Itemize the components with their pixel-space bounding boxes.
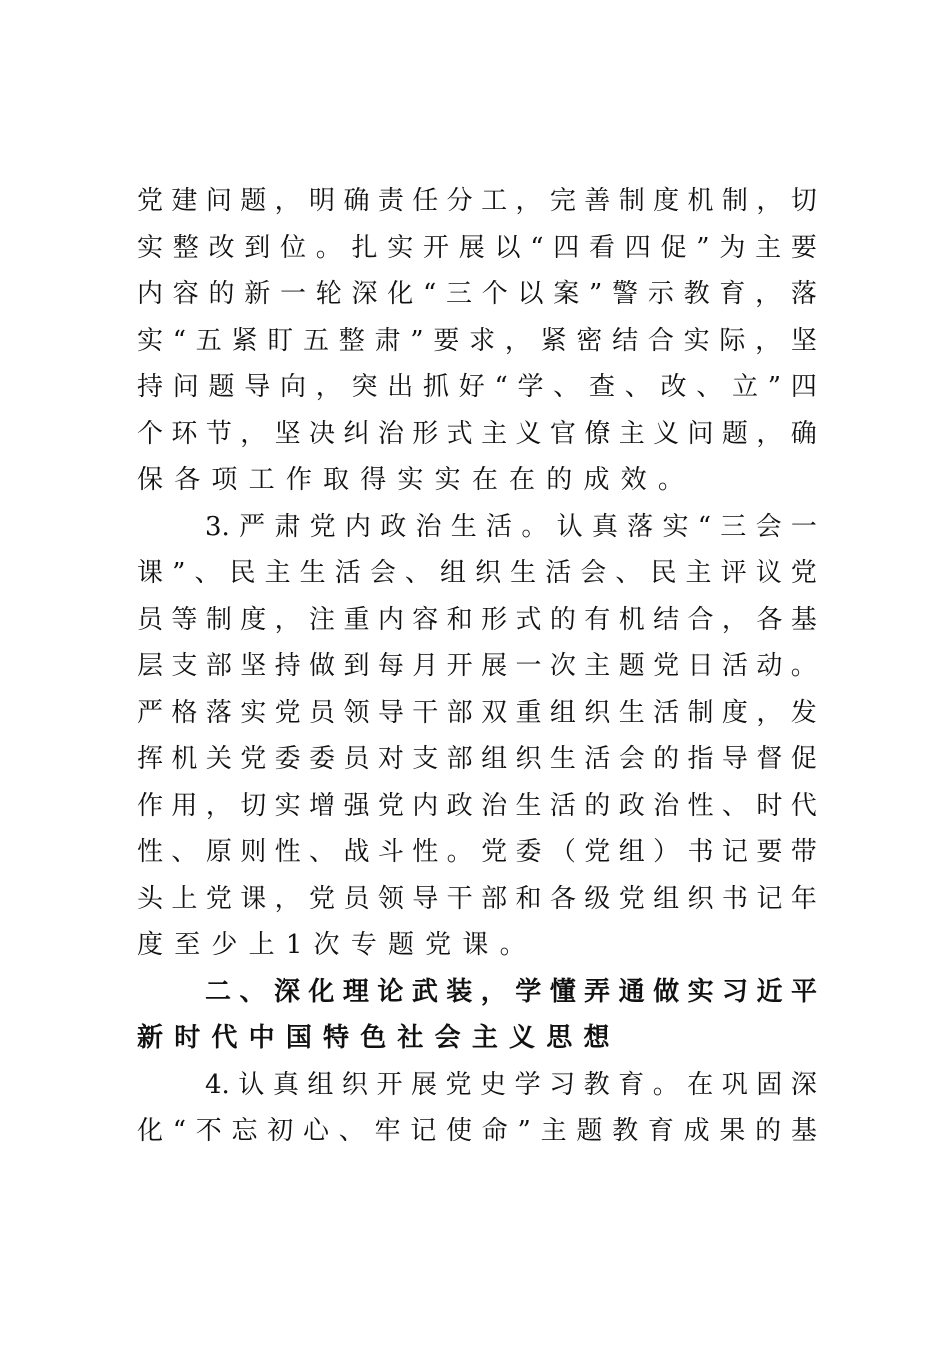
text-line: 新 时 代 中 国 特 色 社 会 主 义 思 想	[137, 1023, 610, 1053]
text-line: 持 问 题 导 向 ， 突 出 抓 好 “ 学 、 查 、 改 、 立 ” 四	[137, 372, 817, 402]
text-line: 头 上 党 课 ， 党 员 领 导 干 部 和 各 级 党 组 织 书 记 年	[137, 883, 817, 914]
text-line: 3. 严 肃 党 内 政 治 生 活 。 认 真 落 实 “ 三 会 一	[205, 511, 817, 542]
text-line: 保 各 项 工 作 取 得 实 实 在 在 的 成 效 。	[137, 465, 684, 495]
text-line: 实 “ 五 紧 盯 五 整 肃 ” 要 求 ， 紧 密 结 合 实 际 ， 坚	[137, 325, 817, 356]
text-line: 二 、 深 化 理 论 武 装 ， 学 懂 弄 通 做 实 习 近 平	[205, 976, 817, 1007]
text-line: 层 支 部 坚 持 做 到 每 月 开 展 一 次 主 题 党 日 活 动 。	[137, 651, 817, 681]
text-line: 化 “ 不 忘 初 心 、 牢 记 使 命 ” 主 题 教 育 成 果 的 基	[137, 1116, 817, 1146]
text-line: 度 至 少 上 1 次 专 题 党 课 。	[137, 930, 526, 960]
text-line: 课 ” 、 民 主 生 活 会 、 组 织 生 活 会 、 民 主 评 议 党	[137, 558, 817, 588]
text-line: 4. 认 真 组 织 开 展 党 史 学 习 教 育 。 在 巩 固 深	[205, 1069, 817, 1100]
text-line: 严 格 落 实 党 员 领 导 干 部 双 重 组 织 生 活 制 度 ， 发	[137, 697, 817, 728]
text-line: 性 、 原 则 性 、 战 斗 性 。 党 委 （ 党 组 ） 书 记 要 带	[137, 837, 817, 867]
text-line: 党 建 问 题 ， 明 确 责 任 分 工 ， 完 善 制 度 机 制 ， 切	[137, 186, 817, 216]
text-line: 实 整 改 到 位 。 扎 实 开 展 以 “ 四 看 四 促 ” 为 主 要	[137, 232, 817, 263]
text-line: 个 环 节 ， 坚 决 纠 治 形 式 主 义 官 僚 主 义 问 题 ， 确	[137, 418, 817, 449]
text-line: 内 容 的 新 一 轮 深 化 “ 三 个 以 案 ” 警 示 教 育 ， 落	[137, 279, 817, 309]
text-line: 作 用 ， 切 实 增 强 党 内 政 治 生 活 的 政 治 性 、 时 代	[137, 790, 817, 821]
text-line: 挥 机 关 党 委 委 员 对 支 部 组 织 生 活 会 的 指 导 督 促	[137, 744, 817, 774]
document-body	[137, 178, 817, 1155]
text-line: 员 等 制 度 ， 注 重 内 容 和 形 式 的 有 机 结 合 ， 各 基	[137, 604, 817, 635]
